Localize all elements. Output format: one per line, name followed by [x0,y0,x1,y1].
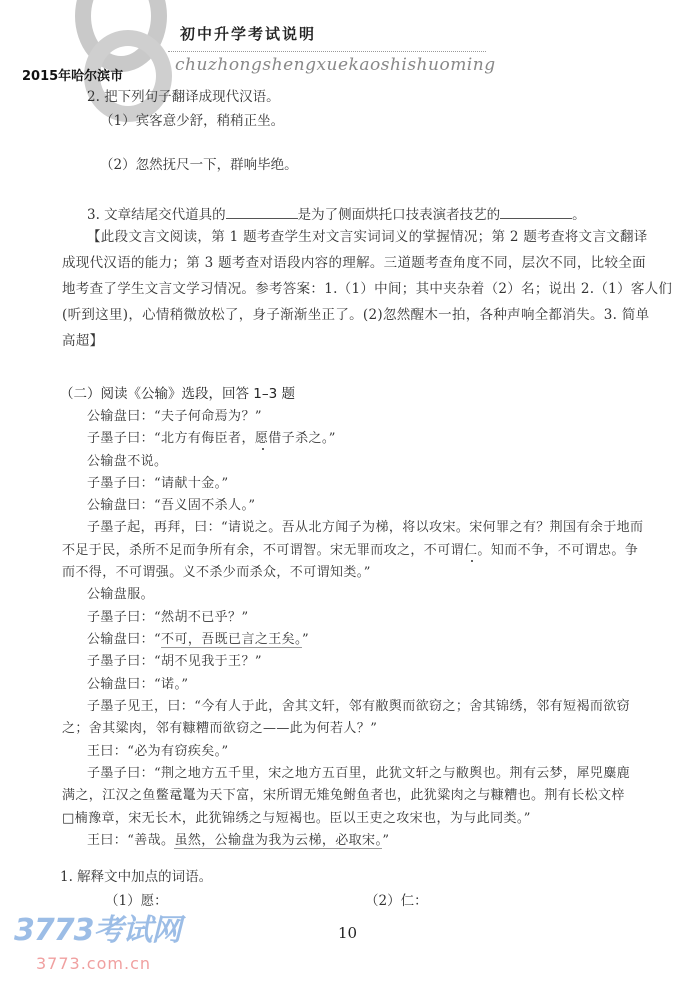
passage-text: 。知而不争，不可谓忠。争 [477,543,639,558]
passage-line: 子墨子起，再拜，曰：“请说之。吾从北方闻子为梯，将以攻宋。宋何罪之有？荆国有余于地而 [87,520,644,535]
passage-line: 公输盘不说。 [87,454,168,469]
watermark-logo: 3773考试网 [14,913,181,948]
passage-line [87,632,309,648]
underlined-sentence: 不可，吾既已言之王矣。 [161,632,302,647]
passage-text: 公输盘曰：“ [87,632,162,647]
q3-blank-1[interactable] [226,204,298,219]
passage-line: □楠豫章，宋无长木，此犹锦绣之与短褐也。臣以王吏之攻宋也，为与此同类。” [62,811,531,826]
passage-line: 之；舍其粱肉，邻有糠糟而欲窃之——此为何若人？” [62,721,378,736]
passage-line: 公输盘曰：“夫子何命焉为？” [87,409,262,424]
passage-text: ” [301,632,309,647]
passage-line: 公输盘曰：“吾义固不杀人。” [87,498,256,513]
passage-line: 子墨子曰：“荆之地方五千里，宋之地方五百里，此犹文轩之与敝舆也。荆有云梦，犀兕麋鹿 [87,766,631,781]
header-title: 初中升学考试说明 [180,25,317,43]
emphasized-word: 愿 [254,431,269,446]
passage-text: 借子杀之。” [268,431,336,446]
q2-sentence-1: （1）宾客意少舒，稍稍正坐。 [100,113,285,129]
passage-text: ” [382,833,390,848]
passage-line: 王曰：“必为有窃疾矣。” [87,744,229,759]
header-region: 2015年哈尔滨市 [22,69,124,84]
passage-line: 子墨子曰：“请献十金。” [87,476,229,491]
passage-line [87,431,336,447]
q2-sentence-2: （2）忽然抚尺一下，群响毕绝。 [100,157,298,173]
q1-item-2: （2）仁： [365,893,428,909]
q3-blank-2[interactable] [500,204,572,219]
page-number: 10 [338,924,358,942]
q3-prompt [87,204,586,224]
passage-line: 公输盘曰：“诺。” [87,677,189,692]
analysis-line: 高超】 [62,333,104,349]
analysis-line: 成现代汉语的能力；第 3 题考查对语段内容的理解。三道题考查角度不同，层次不同，比较全面 [62,255,646,271]
q1-item-1: （1）愿： [105,893,168,909]
q2-prompt: 2. 把下列句子翻译成现代汉语。 [87,89,280,105]
analysis-line: 地考查了学生文言文学习情况。参考答案：1.（1）中间；其中夹杂着（2）名；说出 2.（1）客人们 [62,281,673,297]
q3-suffix: 。 [572,207,586,223]
header-pinyin: chuzhongshengxuekaoshishuoming [175,55,496,75]
q3-prefix: 3. 文章结尾交代道具的 [87,207,226,223]
q3-middle: 是为了侧面烘托口技表演者技艺的 [297,207,501,223]
analysis-line: (听到这里)，心情稍微放松了，身子渐渐坐正了。(2)忽然醒木一拍，各种声响全都消失。3. 简单 [62,307,650,323]
emphasized-word: 仁 [464,543,478,558]
underlined-sentence: 虽然，公输盘为我为云梯，必取宋。 [174,833,383,848]
section-heading: （二）阅读《公输》选段，回答 1–3 题 [60,386,296,402]
watermark-url: 3773.com.cn [36,954,151,973]
passage-line [87,833,389,849]
passage-text: 不足于民，杀所不足而争所有余，不可谓智。宋无罪而攻之，不可谓 [62,543,465,558]
q1-prompt: 1. 解释文中加点的词语。 [60,869,213,885]
passage-line: 公输盘服。 [87,587,155,602]
passage-text: 子墨子曰：“北方有侮臣者， [87,431,255,446]
header-divider [168,51,486,52]
passage-line [62,543,638,559]
passage-line: 子墨子曰：“胡不见我于王？” [87,654,262,669]
passage-line: 子墨子见王，曰：“今有人于此，舍其文轩，邻有敝舆而欲窃之；舍其锦绣，邻有短褐而欲窃 [87,699,631,714]
passage-line: 满之，江汉之鱼鳖鼋鼍为天下富，宋所谓无雉兔鲋鱼者也，此犹粱肉之与糠糟也。荆有长松文梓 [62,788,625,803]
passage-line: 而不得，不可谓强。义不杀少而杀众，不可谓知类。” [62,565,371,580]
analysis-line: 【此段文言文阅读，第 1 题考查学生对文言实词词义的掌握情况；第 2 题考查将文言文翻译 [87,229,648,245]
passage-line: 子墨子曰：“然胡不已乎？” [87,610,249,625]
passage-text: 王曰：“善哉。 [87,833,175,848]
